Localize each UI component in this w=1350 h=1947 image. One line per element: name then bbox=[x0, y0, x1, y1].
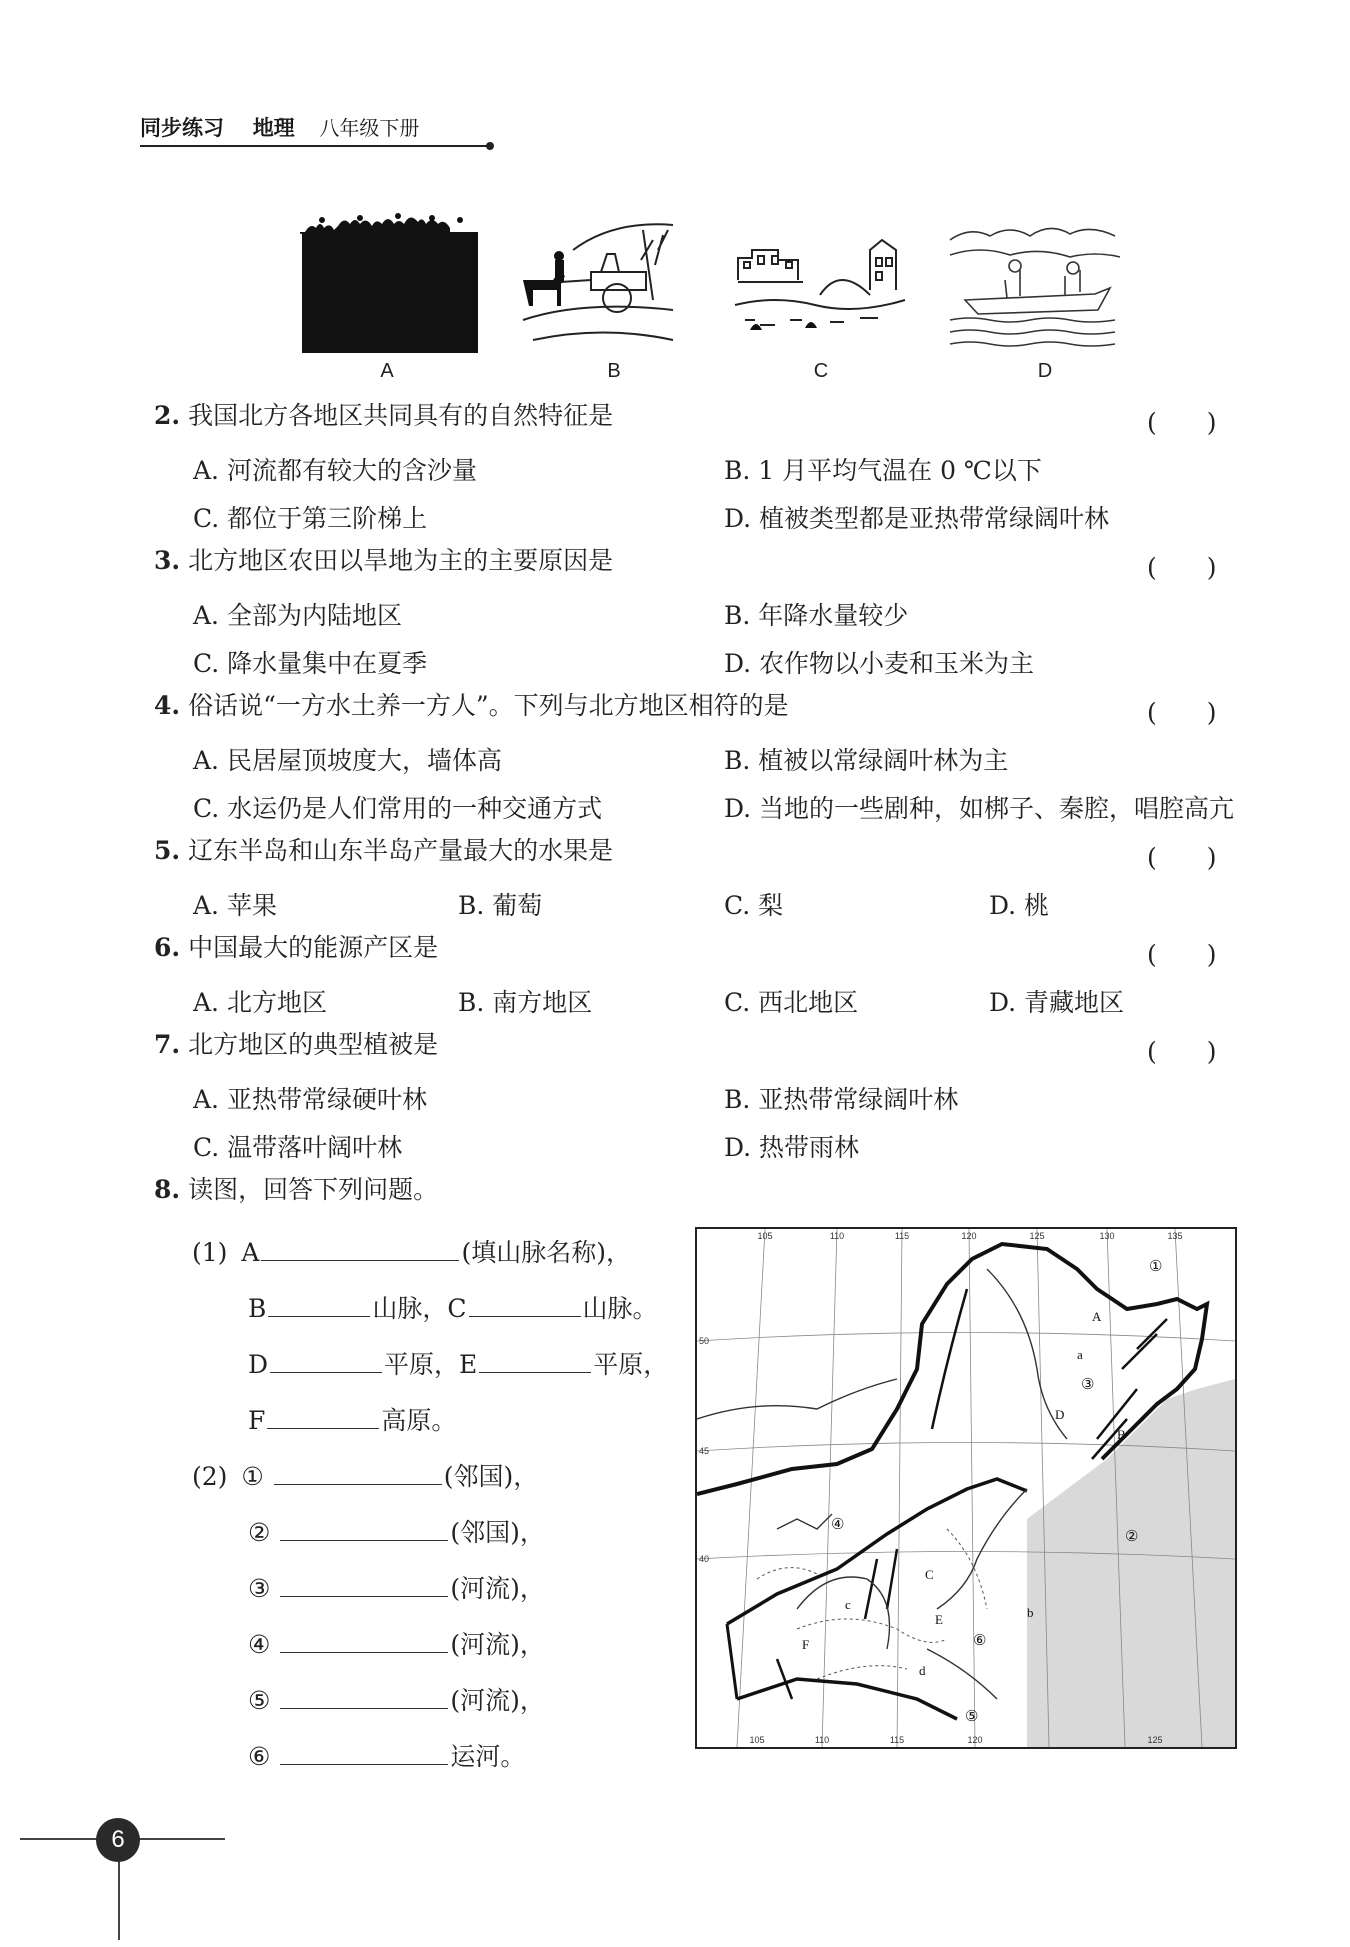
picture-label-c: C bbox=[813, 360, 829, 382]
question-7-option-c[interactable]: C. 温带落叶阔叶林 bbox=[193, 1133, 403, 1162]
blank-river-3[interactable] bbox=[280, 1595, 448, 1597]
question-6-option-c[interactable]: C. 西北地区 bbox=[724, 988, 859, 1017]
question-5-answer-bracket[interactable]: ( ) bbox=[1147, 843, 1217, 872]
north-china-map bbox=[695, 1227, 1237, 1749]
question-2-option-d[interactable]: D. 植被类型都是亚热带常绿阔叶林 bbox=[724, 504, 1110, 533]
blank-canal-6[interactable] bbox=[280, 1763, 448, 1765]
map-letter-c-lower: c bbox=[845, 1597, 851, 1612]
question-7-option-a[interactable]: A. 亚热带常绿硬叶林 bbox=[193, 1085, 427, 1114]
question-2-option-a[interactable]: A. 河流都有较大的含沙量 bbox=[193, 456, 477, 485]
map-top-lon-115: 115 bbox=[894, 1231, 910, 1241]
map-bottom-lon-110: 110 bbox=[814, 1735, 830, 1745]
blank-c[interactable] bbox=[469, 1315, 581, 1317]
blank-neighbor-2[interactable] bbox=[280, 1539, 448, 1541]
question-7-option-d[interactable]: D. 热带雨林 bbox=[724, 1133, 860, 1162]
question-4-option-b[interactable]: B. 植被以常绿阔叶林为主 bbox=[724, 746, 1009, 775]
map-letter-d-lower: d bbox=[919, 1663, 926, 1678]
map-top-lon-110: 110 bbox=[829, 1231, 845, 1241]
question-5-option-c[interactable]: C. 梨 bbox=[724, 891, 784, 920]
map-bottom-lon-125: 125 bbox=[1147, 1735, 1163, 1745]
blank-d[interactable] bbox=[270, 1371, 382, 1373]
map-top-lon-120: 120 bbox=[961, 1231, 977, 1241]
question-7-option-b[interactable]: B. 亚热带常绿阔叶林 bbox=[724, 1085, 959, 1114]
picture-label-a: A bbox=[380, 360, 394, 382]
map-letter-d-upper: D bbox=[1055, 1407, 1065, 1422]
question-8-stem: 8. 读图，回答下列问题。 bbox=[154, 1175, 439, 1204]
map-mark-1: ① bbox=[1149, 1258, 1163, 1275]
q8-part2-item-2: ② (邻国)， bbox=[248, 1518, 545, 1547]
question-4-option-d[interactable]: D. 当地的一些剧种，如梆子、秦腔，唱腔高亢 bbox=[724, 794, 1235, 823]
question-3-option-d[interactable]: D. 农作物以小麦和玉米为主 bbox=[724, 649, 1035, 678]
map-bottom-lon-120: 120 bbox=[967, 1735, 983, 1745]
map-mark-4: ④ bbox=[831, 1516, 845, 1533]
q8-part1-line-f: F 高原。 bbox=[248, 1406, 457, 1435]
blank-a[interactable] bbox=[261, 1259, 459, 1261]
question-5-stem: 5. 辽东半岛和山东半岛产量最大的水果是 bbox=[154, 836, 614, 865]
map-letter-c-upper: C bbox=[925, 1567, 934, 1582]
map-lat-50: 50 bbox=[699, 1336, 710, 1346]
question-6-option-b[interactable]: B. 南方地区 bbox=[458, 988, 593, 1017]
question-4-answer-bracket[interactable]: ( ) bbox=[1147, 698, 1217, 727]
question-3-option-b[interactable]: B. 年降水量较少 bbox=[724, 601, 909, 630]
q8-part2-item-4: ④ (河流)， bbox=[248, 1630, 545, 1659]
question-6-answer-bracket[interactable]: ( ) bbox=[1147, 940, 1217, 969]
page-header bbox=[140, 112, 490, 142]
q8-part2-item-5: ⑤ (河流)， bbox=[248, 1686, 545, 1715]
question-3-stem: 3. 北方地区农田以旱地为主的主要原因是 bbox=[154, 546, 614, 575]
question-5-option-a[interactable]: A. 苹果 bbox=[193, 891, 277, 920]
map-mark-6: ⑥ bbox=[973, 1632, 987, 1649]
map-bottom-lon-105: 105 bbox=[749, 1735, 765, 1745]
question-2-stem: 2. 我国北方各地区共同具有的自然特征是 bbox=[154, 401, 614, 430]
question-7-answer-bracket[interactable]: ( ) bbox=[1147, 1037, 1217, 1066]
header-dot bbox=[486, 142, 494, 150]
map-top-lon-130: 130 bbox=[1099, 1231, 1115, 1241]
blank-river-5[interactable] bbox=[280, 1707, 448, 1709]
q8-part2-item-3: ③ (河流)， bbox=[248, 1574, 545, 1603]
header-grade: 八年级下册 bbox=[319, 116, 420, 140]
blank-f[interactable] bbox=[267, 1427, 379, 1429]
picture-label-b: B bbox=[607, 360, 621, 382]
map-top-lon-125: 125 bbox=[1029, 1231, 1045, 1241]
question-2-answer-bracket[interactable]: ( ) bbox=[1147, 408, 1217, 437]
blank-neighbor-1[interactable] bbox=[274, 1483, 442, 1485]
header-rule bbox=[140, 145, 490, 147]
map-letter-b-upper: B bbox=[1117, 1427, 1126, 1442]
question-4-option-a[interactable]: A. 民居屋顶坡度大，墙体高 bbox=[193, 746, 502, 775]
question-2-option-b[interactable]: B. 1 月平均气温在 0 ℃以下 bbox=[724, 456, 1042, 485]
map-lat-45: 45 bbox=[699, 1446, 710, 1456]
question-7-stem: 7. 北方地区的典型植被是 bbox=[154, 1030, 439, 1059]
map-top-lon-135: 135 bbox=[1167, 1231, 1183, 1241]
map-top-lon-105: 105 bbox=[757, 1231, 773, 1241]
question-3-answer-bracket[interactable]: ( ) bbox=[1147, 553, 1217, 582]
question-5-option-d[interactable]: D. 桃 bbox=[989, 891, 1050, 920]
map-mark-2: ② bbox=[1125, 1528, 1139, 1545]
q8-part1-line-d: D 平原，E 平原， bbox=[248, 1350, 669, 1379]
q8-part2-item-1: (2) ① (邻国)， bbox=[192, 1462, 539, 1491]
question-3-option-a[interactable]: A. 全部为内陆地区 bbox=[193, 601, 402, 630]
page-number: 6 bbox=[96, 1818, 140, 1862]
picture-a-camel-caravan bbox=[300, 210, 480, 355]
q8-part1-line-a: (1) A (填山脉名称)， bbox=[192, 1238, 631, 1267]
map-letter-a-lower: a bbox=[1077, 1347, 1083, 1362]
picture-b-donkey-cart bbox=[513, 210, 693, 355]
question-6-option-d[interactable]: D. 青藏地区 bbox=[989, 988, 1125, 1017]
map-mark-3: ③ bbox=[1081, 1376, 1095, 1393]
question-6-option-a[interactable]: A. 北方地区 bbox=[193, 988, 327, 1017]
question-4-option-c[interactable]: C. 水运仍是人们常用的一种交通方式 bbox=[193, 794, 603, 823]
q8-part2-item-6: ⑥ 运河。 bbox=[248, 1742, 526, 1771]
question-3-option-c[interactable]: C. 降水量集中在夏季 bbox=[193, 649, 428, 678]
question-4-stem: 4. 俗话说“一方水土养一方人”。下列与北方地区相符的是 bbox=[154, 691, 789, 720]
map-letter-b-lower: b bbox=[1027, 1605, 1034, 1620]
map-lat-40: 40 bbox=[699, 1554, 710, 1564]
question-5-option-b[interactable]: B. 葡萄 bbox=[458, 891, 543, 920]
picture-label-d: D bbox=[1037, 360, 1053, 382]
blank-river-4[interactable] bbox=[280, 1651, 448, 1653]
map-mark-5: ⑤ bbox=[965, 1708, 979, 1725]
map-bottom-lon-115: 115 bbox=[889, 1735, 905, 1745]
header-subject: 地理 bbox=[252, 116, 295, 140]
picture-c-water-town bbox=[730, 210, 910, 355]
map-letter-e-upper: E bbox=[935, 1612, 943, 1627]
question-2-option-c[interactable]: C. 都位于第三阶梯上 bbox=[193, 504, 428, 533]
blank-b[interactable] bbox=[268, 1315, 370, 1317]
map-letter-a-upper: A bbox=[1092, 1309, 1102, 1324]
map-letter-f-upper: F bbox=[802, 1637, 810, 1652]
blank-e[interactable] bbox=[479, 1371, 591, 1373]
header-series: 同步练习 bbox=[140, 116, 224, 140]
question-6-stem: 6. 中国最大的能源产区是 bbox=[154, 933, 439, 962]
picture-d-river-boat bbox=[945, 210, 1125, 355]
q8-part1-line-b: B 山脉，C 山脉。 bbox=[248, 1294, 658, 1323]
